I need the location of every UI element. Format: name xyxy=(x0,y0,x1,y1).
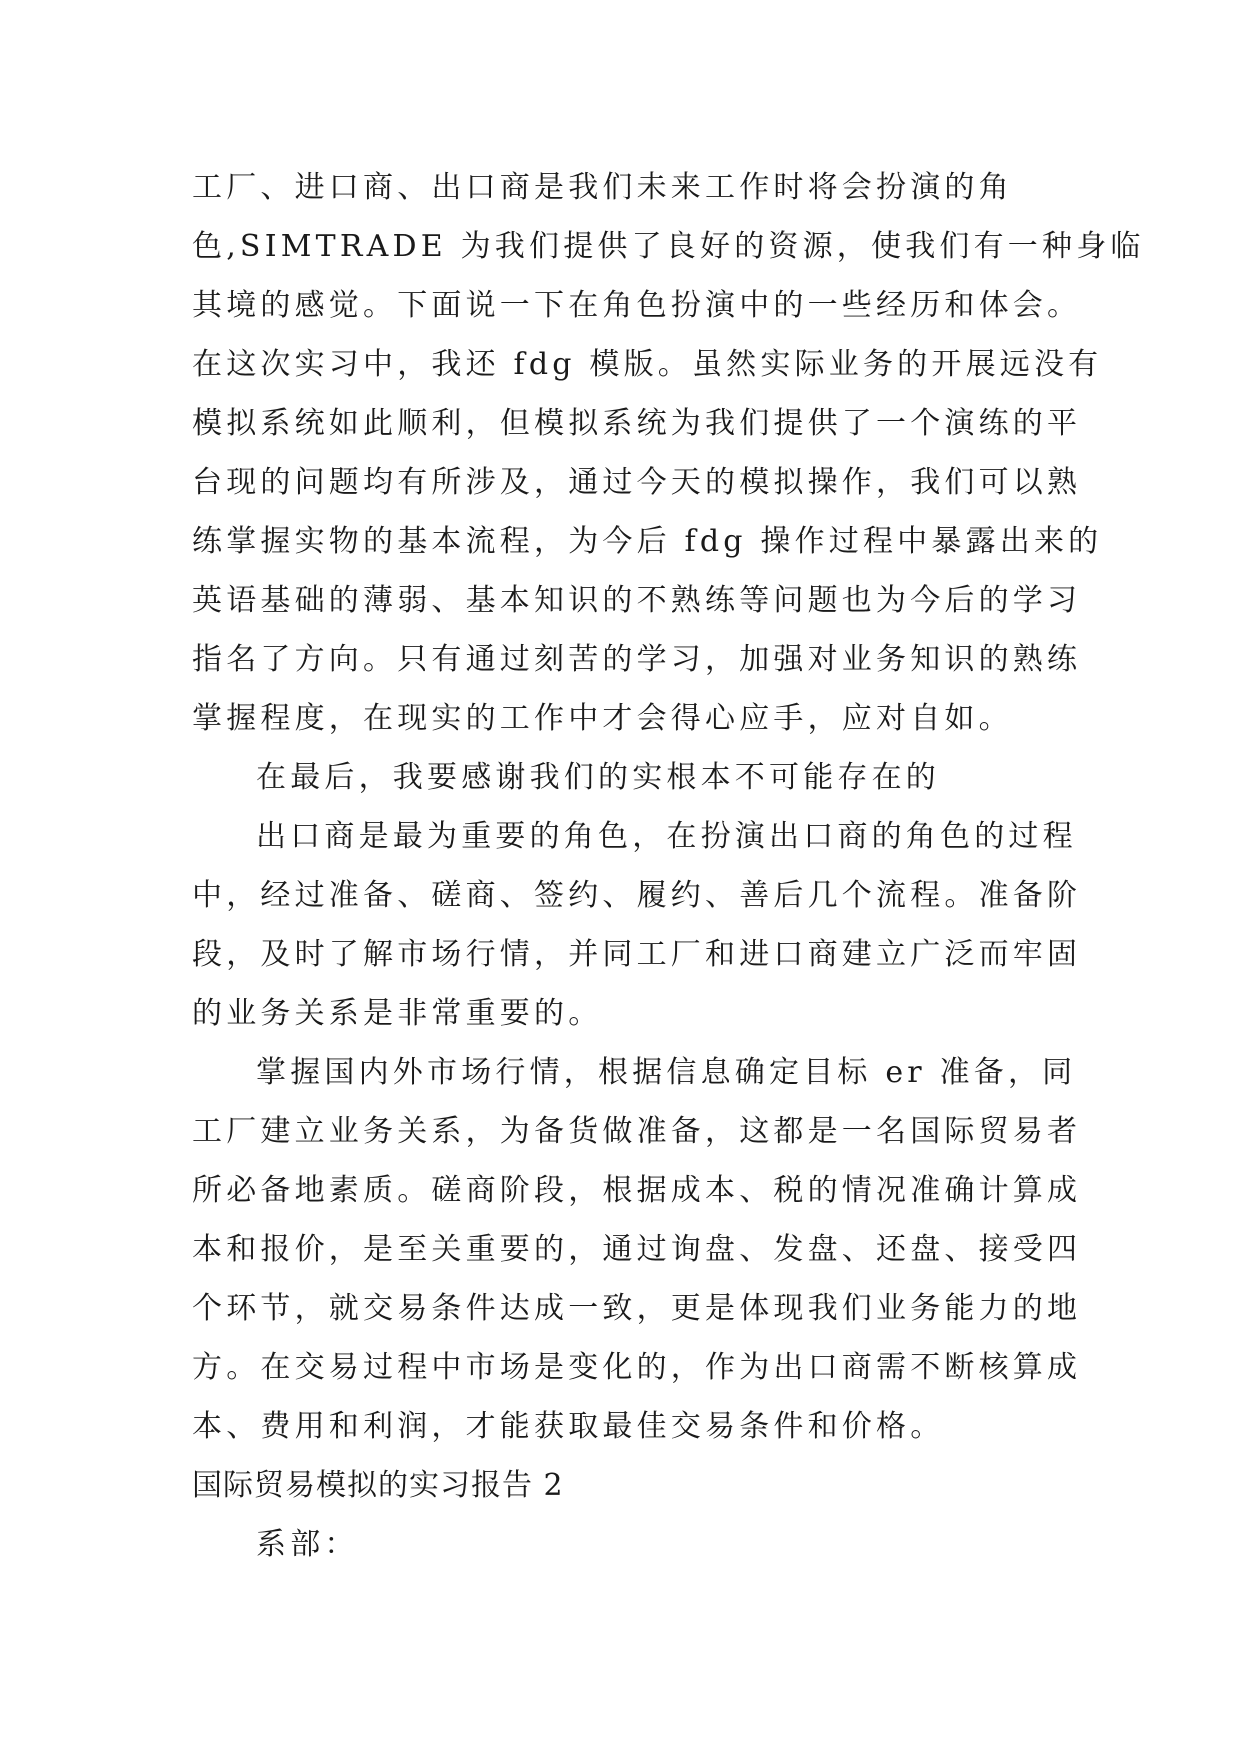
text-line: 中，经过准备、磋商、签约、履约、善后几个流程。准备阶 xyxy=(192,878,1082,913)
text-line: 方。在交易过程中市场是变化的，作为出口商需不断核算成 xyxy=(192,1350,1082,1385)
text-line: 模拟系统如此顺利，但模拟系统为我们提供了一个演练的平 xyxy=(192,406,1082,441)
text-line: 本和报价，是至关重要的，通过询盘、发盘、还盘、接受四 xyxy=(192,1232,1082,1267)
text-line: 英语基础的薄弱、基本知识的不熟练等问题也为今后的学习 xyxy=(192,583,1082,618)
paragraph-first-line: 出口商是最为重要的角色，在扮演出口商的角色的过程 xyxy=(256,819,1077,854)
text-line: 掌握程度，在现实的工作中才会得心应手，应对自如。 xyxy=(192,701,1013,736)
text-line: 台现的问题均有所涉及，通过今天的模拟操作，我们可以熟 xyxy=(192,465,1082,500)
text-line: 工厂建立业务关系，为备货做准备，这都是一名国际贸易者 xyxy=(192,1114,1082,1149)
text-line: 段，及时了解市场行情，并同工厂和进口商建立广泛而牢固 xyxy=(192,937,1082,972)
paragraph-first-line: 掌握国内外市场行情，根据信息确定目标 er 准备，同 xyxy=(256,1055,1077,1090)
text-line: 练掌握实物的基本流程，为今后 fdg 操作过程中暴露出来的 xyxy=(192,524,1103,559)
text-line: 在这次实习中，我还 fdg 模版。虽然实际业务的开展远没有 xyxy=(192,347,1103,382)
text-line: 本、费用和利润，才能获取最佳交易条件和价格。 xyxy=(192,1409,945,1444)
text-line: 个环节，就交易条件达成一致，更是体现我们业务能力的地 xyxy=(192,1291,1082,1326)
text-line: 工厂、进口商、出口商是我们未来工作时将会扮演的角 xyxy=(192,170,1013,205)
text-line: 色,SIMTRADE 为我们提供了良好的资源，使我们有一种身临 xyxy=(192,229,1145,264)
paragraph-first-line: 在最后，我要感谢我们的实根本不可能存在的 xyxy=(256,760,940,795)
department-label: 系部： xyxy=(256,1527,359,1562)
text-line: 指名了方向。只有通过刻苦的学习，加强对业务知识的熟练 xyxy=(192,642,1082,677)
text-line: 其境的感觉。下面说一下在角色扮演中的一些经历和体会。 xyxy=(192,288,1082,323)
section-heading: 国际贸易模拟的实习报告 2 xyxy=(192,1468,564,1503)
text-line: 所必备地素质。磋商阶段，根据成本、税的情况准确计算成 xyxy=(192,1173,1082,1208)
text-line: 的业务关系是非常重要的。 xyxy=(192,996,603,1031)
